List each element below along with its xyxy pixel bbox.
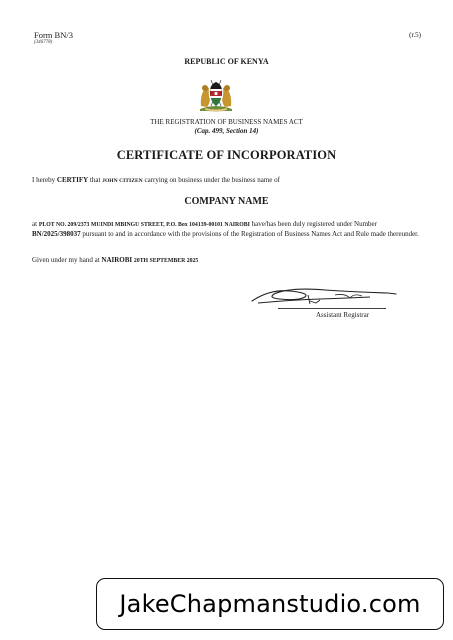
signature-icon	[250, 281, 400, 311]
certificate-title: CERTIFICATE OF INCORPORATION	[116, 148, 337, 162]
kenya-coat-of-arms-icon	[196, 76, 236, 112]
given-date: 20TH SEPTEMBER 2025	[133, 258, 199, 264]
watermark-text: JakeChapmanstudio.com	[119, 590, 421, 618]
form-serial: (346778)	[34, 40, 53, 45]
registrar-title: Assistant Registrar	[316, 311, 370, 319]
certify-word: CERTIFY	[56, 176, 89, 184]
form-rule-ref: (r.5)	[409, 31, 421, 39]
company-name: COMPANY NAME	[184, 196, 269, 207]
business-address: PLOT NO. 209/2373 MUINDI MBINGU STREET, P.O. Box 104139-00101 NAIROBI	[38, 222, 250, 228]
republic-heading: REPUBLIC OF KENYA	[184, 57, 269, 66]
proprietor-name: JOHN CITIZEN	[102, 178, 143, 184]
form-number: Form BN/3	[34, 30, 73, 40]
given-place: NAIROBI	[101, 256, 133, 264]
act-chapter: (Cap. 499, Section 14)	[194, 127, 259, 135]
signature-line	[278, 308, 386, 309]
act-title: THE REGISTRATION OF BUSINESS NAMES ACT	[150, 118, 303, 126]
registration-number: BN/2025/398037	[32, 230, 81, 239]
given-statement: Given under my hand at NAIROBI 20TH SEPTEMBER 2025	[32, 256, 199, 264]
registration-paragraph: at PLOT NO. 209/2373 MUINDI MBINGU STREET, P.O. Box 104139-00101 NAIROBI have/has been duly registered under Number BN/2025/398037 pursuant to and in accordance with the provisions of the Registration of Business Names Act and Rule made thereunder.	[32, 220, 419, 239]
watermark-banner	[96, 578, 444, 630]
certify-statement: I hereby CERTIFY that JOHN CITIZEN carrying on business under the business name of	[32, 176, 280, 184]
